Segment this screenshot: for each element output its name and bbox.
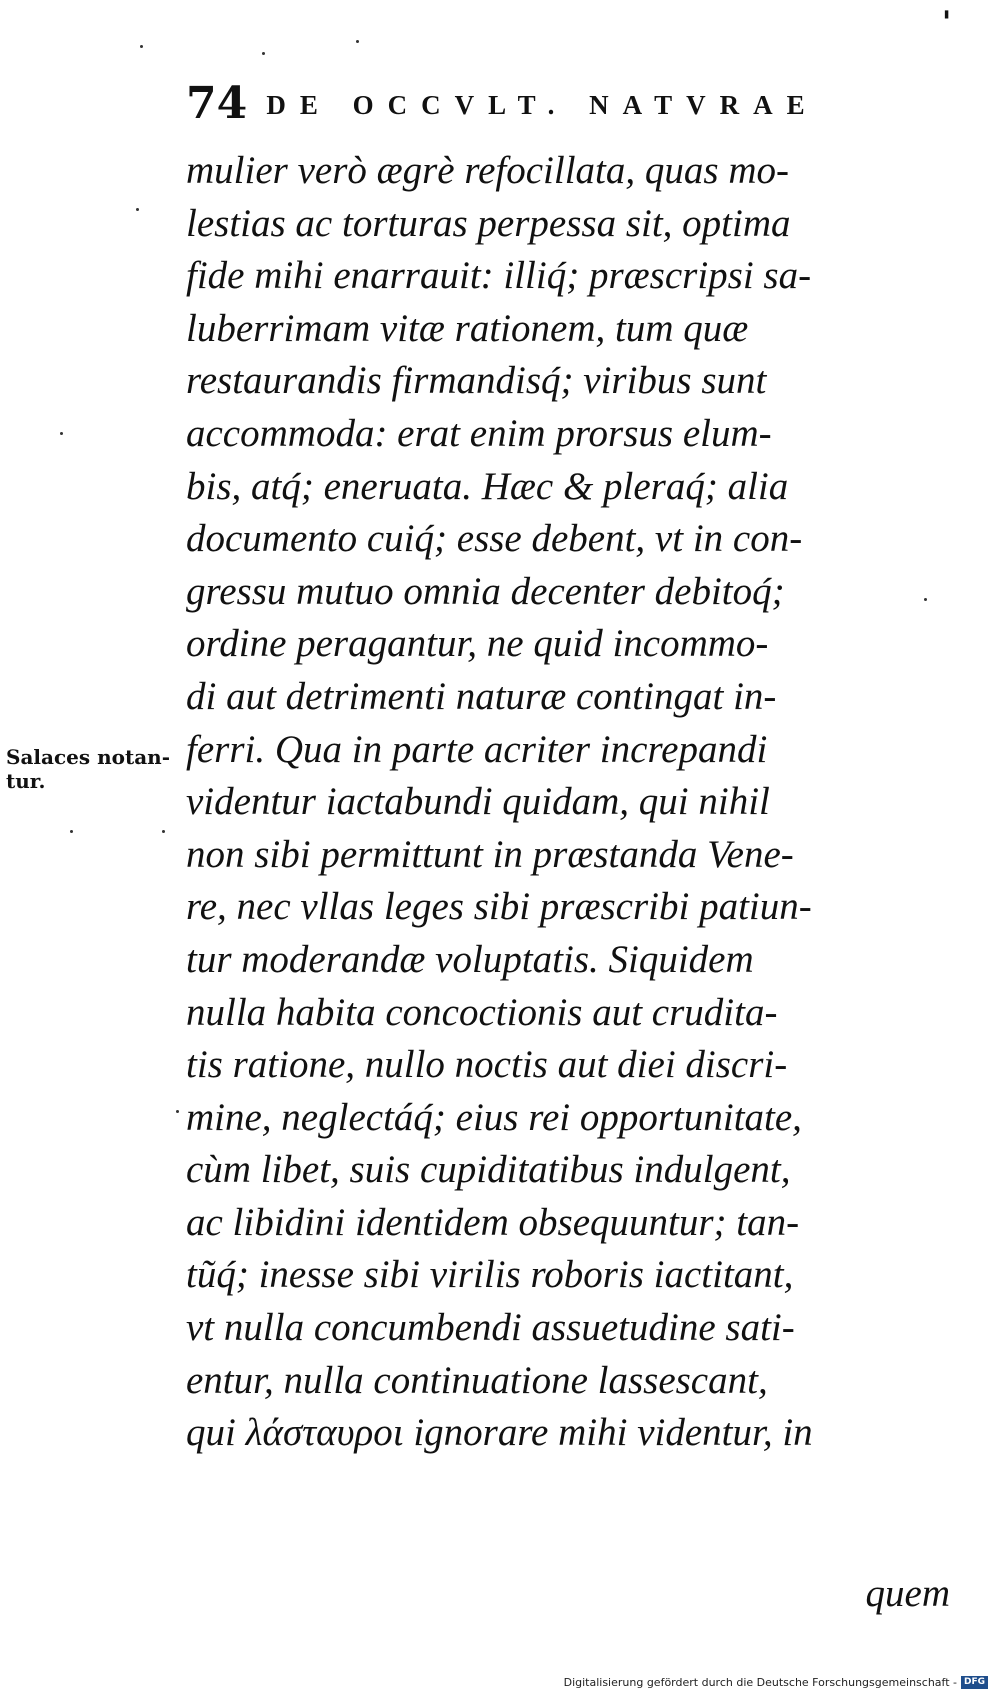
text-line: cùm libet, suis cupiditatibus indulgent,: [186, 1148, 791, 1192]
text-line: ac libidini identidem obsequuntur; tan-: [186, 1200, 800, 1244]
text-line: entur, nulla continuatione lassescant,: [186, 1358, 768, 1402]
text-line: lestias ac torturas perpessa sit, optima: [186, 201, 791, 245]
page-number: 74: [186, 78, 248, 129]
text-line: documento cuiq́; esse debent, vt in con-: [186, 517, 803, 561]
text-line: di aut detrimenti naturæ contingat in-: [186, 674, 777, 718]
ink-speck: [176, 1110, 179, 1113]
text-line: tũq́; inesse sibi virilis roboris iactitant,: [186, 1253, 794, 1297]
body-text: [186, 145, 951, 1460]
text-line: gressu mutuo omnia decenter debitoq́;: [186, 569, 785, 613]
text-line: luberrimam vitæ rationem, tum quæ: [186, 306, 749, 350]
text-line: fide mihi enarrauit: illiq́; præscripsi sa-: [186, 254, 812, 298]
text-line: mulier verò ægrè refocillata, quas mo-: [186, 149, 789, 192]
ink-speck: [356, 40, 359, 43]
text-line: vt nulla concumbendi assuetudine sati-: [186, 1306, 795, 1350]
text-line: restaurandis firmandisq́; viribus sunt: [186, 359, 767, 403]
running-head: DE OCCVLT. NATVRAE: [266, 90, 819, 120]
text-line: mine, neglectáq́; eius rei opportunitate,: [186, 1095, 802, 1139]
catchword: quem: [865, 1572, 950, 1615]
ink-speck: [262, 52, 265, 55]
dfg-logo: DFG: [961, 1676, 988, 1689]
digitization-footer: [564, 1676, 988, 1689]
ink-speck: [136, 208, 139, 211]
ink-speck: [162, 830, 165, 833]
text-line: qui λάσταυροι ignorare mihi videntur, in: [186, 1411, 813, 1455]
ink-speck: [60, 432, 63, 435]
text-line: bis, atq́; eneruata. Hæc & pleraq́; alia: [186, 464, 789, 508]
page-header: [186, 78, 819, 129]
marginal-note-line: tur.: [6, 769, 46, 793]
marginal-note: [6, 745, 186, 793]
text-line: re, nec vllas leges sibi præscribi patiun-: [186, 885, 812, 929]
text-line: tur moderandæ voluptatis. Siquidem: [186, 937, 754, 981]
ink-speck: [140, 45, 143, 48]
footer-credit: Digitalisierung gefördert durch die Deutsche Forschungsgemeinschaft -: [563, 1676, 957, 1689]
text-line: ferri. Qua in parte acriter increpandi: [186, 727, 768, 771]
text-line: nulla habita concoctionis aut cruditа-: [186, 990, 778, 1034]
corner-mark: ': [942, 5, 952, 40]
text-line: non sibi permittunt in præstanda Vene-: [186, 832, 794, 876]
text-line: tis ratione, nullo noctis aut diei discri-: [186, 1043, 788, 1087]
text-line: videntur iactabundi quidam, qui nihil: [186, 780, 770, 824]
text-line: accommoda: erat enim prorsus elum-: [186, 411, 772, 455]
marginal-note-line: Salaces notan-: [6, 745, 171, 769]
ink-speck: [70, 830, 73, 833]
text-line: ordine peragantur, ne quid incommo-: [186, 622, 769, 666]
